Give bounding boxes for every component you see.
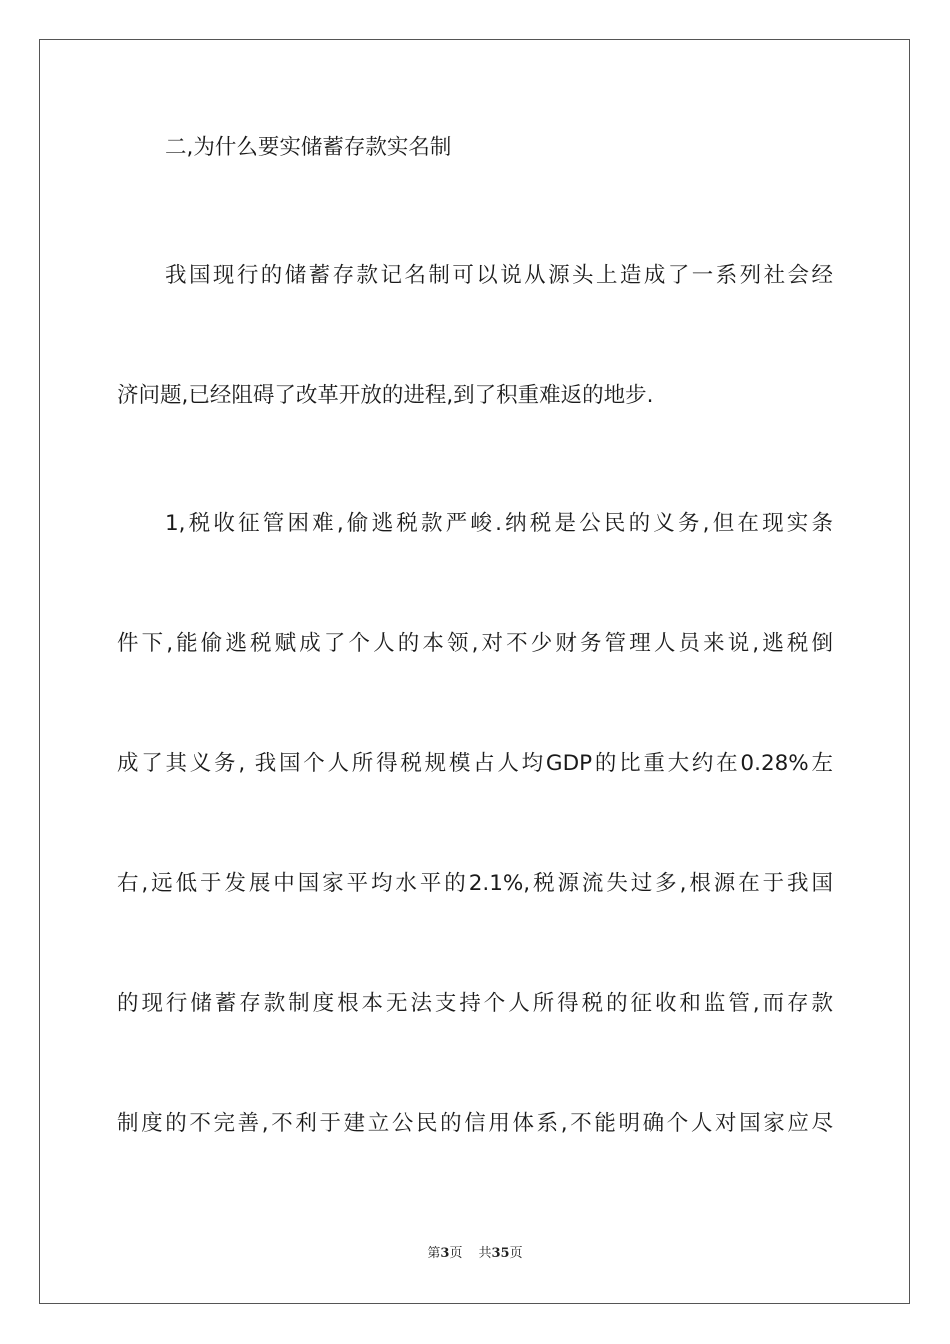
footer-page-suffix: 页 xyxy=(449,1246,463,1261)
footer-total-prefix: 共 xyxy=(478,1246,492,1261)
section-heading: 二,为什么要实储蓄存款实名制 xyxy=(165,135,452,160)
paragraph-1-line-1: 我国现行的储蓄存款记名制可以说从源头上造成了一系列社会经 xyxy=(165,263,833,288)
footer-prefix: 第 xyxy=(427,1246,441,1261)
page-footer xyxy=(0,1245,950,1263)
paragraph-2-line-5: 的现行储蓄存款制度根本无法支持个人所得税的征收和监管,而存款 xyxy=(117,991,833,1016)
paragraph-2-line-4: 右,远低于发展中国家平均水平的2.1%,税源流失过多,根源在于我国 xyxy=(117,871,833,896)
paragraph-2-line-1: 1,税收征管困难,偷逃税款严峻.纳税是公民的义务,但在现实条 xyxy=(165,511,833,536)
paragraph-1-line-2: 济问题,已经阻碍了改革开放的进程,到了积重难返的地步. xyxy=(117,383,654,408)
current-page-number: 3 xyxy=(440,1246,450,1261)
paragraph-2-line-2: 件下,能偷逃税赋成了个人的本领,对不少财务管理人员来说,逃税倒 xyxy=(117,631,833,656)
footer-total-suffix: 页 xyxy=(509,1246,523,1261)
paragraph-2-line-3: 成了其义务, 我国个人所得税规模占人均GDP的比重大约在0.28%左 xyxy=(117,751,833,776)
paragraph-2-line-6: 制度的不完善,不利于建立公民的信用体系,不能明确个人对国家应尽 xyxy=(117,1111,833,1136)
total-pages-number: 35 xyxy=(491,1246,510,1261)
